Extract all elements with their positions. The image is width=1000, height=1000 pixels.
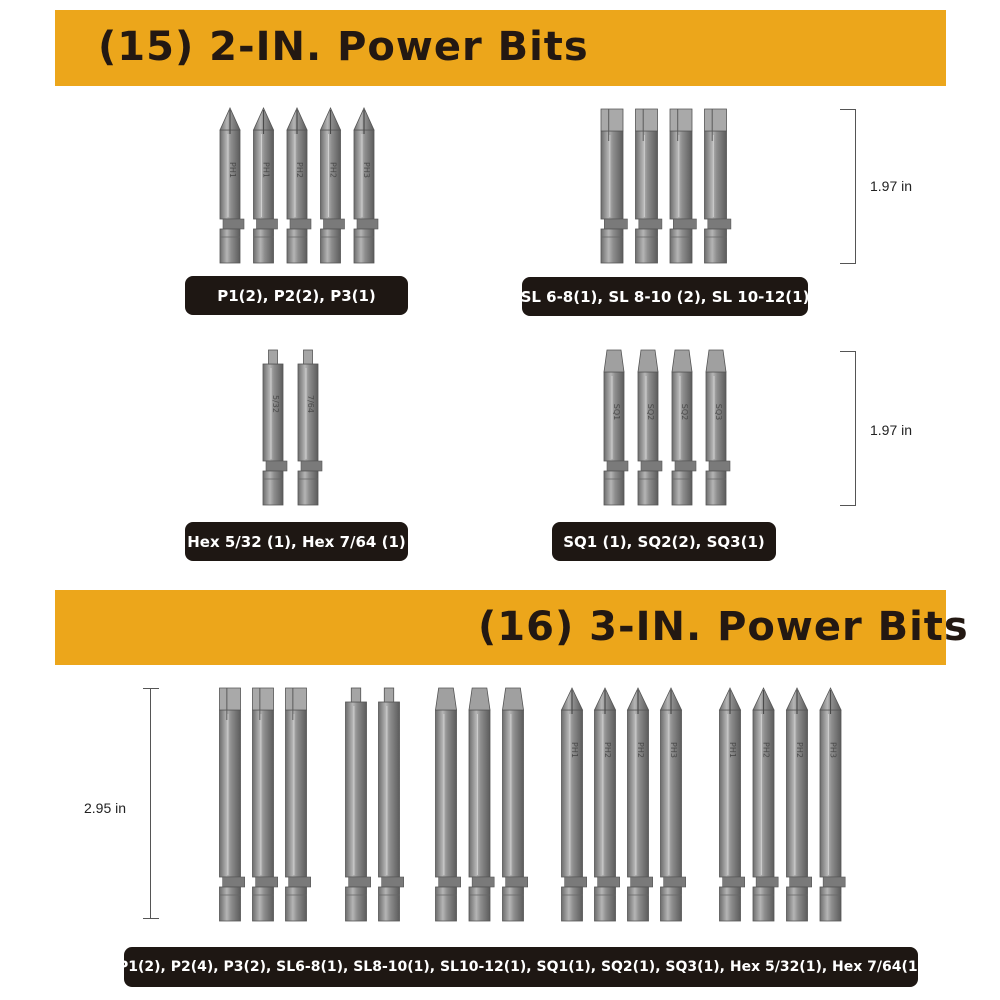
section-title-3in: (16) 3-IN. Power Bits — [478, 604, 969, 650]
section-title-2in: (15) 2-IN. Power Bits — [98, 24, 589, 70]
power-bit — [220, 108, 244, 263]
power-bit — [636, 109, 662, 263]
power-bit — [705, 109, 731, 263]
power-bit — [286, 688, 311, 921]
power-bit — [595, 688, 620, 921]
bit-engraving: PH2 — [295, 162, 304, 178]
caption-phillips-2in: P1(2), P2(2), P3(1) — [185, 276, 408, 315]
bit-engraving: PH1 — [228, 162, 237, 178]
power-bit — [661, 688, 686, 921]
bit-engraving: PH2 — [761, 742, 771, 758]
power-bit — [720, 688, 745, 921]
dimension-line-top — [855, 109, 856, 263]
bit-engraving: PH2 — [636, 742, 645, 758]
bit-engraving: PH2 — [603, 742, 612, 758]
power-bit — [220, 688, 245, 921]
caption-slotted-2in: SL 6-8(1), SL 8-10 (2), SL 10-12(1) — [522, 277, 808, 316]
power-bit — [562, 688, 587, 921]
power-bit — [706, 350, 730, 505]
dimension-label-3in: 2.95 in — [84, 800, 127, 816]
bit-engraving: PH1 — [261, 162, 271, 178]
bit-engraving: PH2 — [795, 742, 804, 758]
bit-engraving: PH1 — [570, 742, 579, 758]
caption-3in-set: P1(2), P2(4), P3(2), SL6-8(1), SL8-10(1), SL10-12(1), SQ1(1), SQ2(1), SQ3(1), Hex 5/32(1), Hex 7/64(1) — [124, 947, 918, 987]
power-bit — [253, 688, 278, 921]
power-bit — [354, 108, 378, 263]
power-bit — [321, 108, 345, 263]
power-bit — [436, 688, 461, 921]
dimension-3in-cap — [143, 688, 159, 689]
power-bit — [287, 108, 311, 263]
bit-engraving: 5/32 — [271, 395, 280, 413]
power-bit — [379, 688, 404, 921]
dimension-line-bottom — [855, 351, 856, 505]
power-bit — [670, 109, 696, 263]
dimension-line-3in — [150, 688, 151, 918]
bit-engraving: SQ2 — [646, 403, 655, 421]
dimension-top-cap — [840, 263, 856, 264]
bit-engraving: PH2 — [328, 162, 338, 178]
power-bit — [254, 108, 278, 263]
bit-engraving: SQ2 — [680, 403, 689, 421]
power-bit — [753, 688, 778, 921]
bit-engraving: PH1 — [728, 742, 737, 758]
power-bit — [346, 688, 371, 921]
power-bit — [604, 350, 628, 505]
dimension-3in-cap — [143, 918, 159, 919]
caption-hex-2in: Hex 5/32 (1), Hex 7/64 (1) — [185, 522, 408, 561]
power-bit — [638, 350, 662, 505]
bit-engraving: PH3 — [669, 742, 678, 758]
dimension-label-top: 1.97 in — [870, 178, 913, 194]
power-bit — [298, 350, 322, 505]
power-bit — [672, 350, 696, 505]
power-bit — [820, 688, 845, 921]
power-bit — [503, 688, 528, 921]
power-bit — [787, 688, 812, 921]
power-bit — [601, 109, 627, 263]
dimension-top-cap — [840, 109, 856, 110]
dimension-bottom-cap — [840, 505, 856, 506]
bit-engraving: 7/64 — [306, 395, 315, 413]
bit-engraving: PH3 — [362, 162, 371, 178]
bit-engraving: SQ3 — [714, 403, 723, 421]
bit-engraving: SQ1 — [612, 403, 621, 421]
caption-square-2in: SQ1 (1), SQ2(2), SQ3(1) — [552, 522, 776, 561]
power-bit — [628, 688, 653, 921]
bit-engraving: PH3 — [828, 742, 838, 758]
dimension-label-bottom: 1.97 in — [870, 422, 913, 438]
power-bit — [263, 350, 287, 505]
power-bit — [469, 688, 494, 921]
dimension-bottom-cap — [840, 351, 856, 352]
